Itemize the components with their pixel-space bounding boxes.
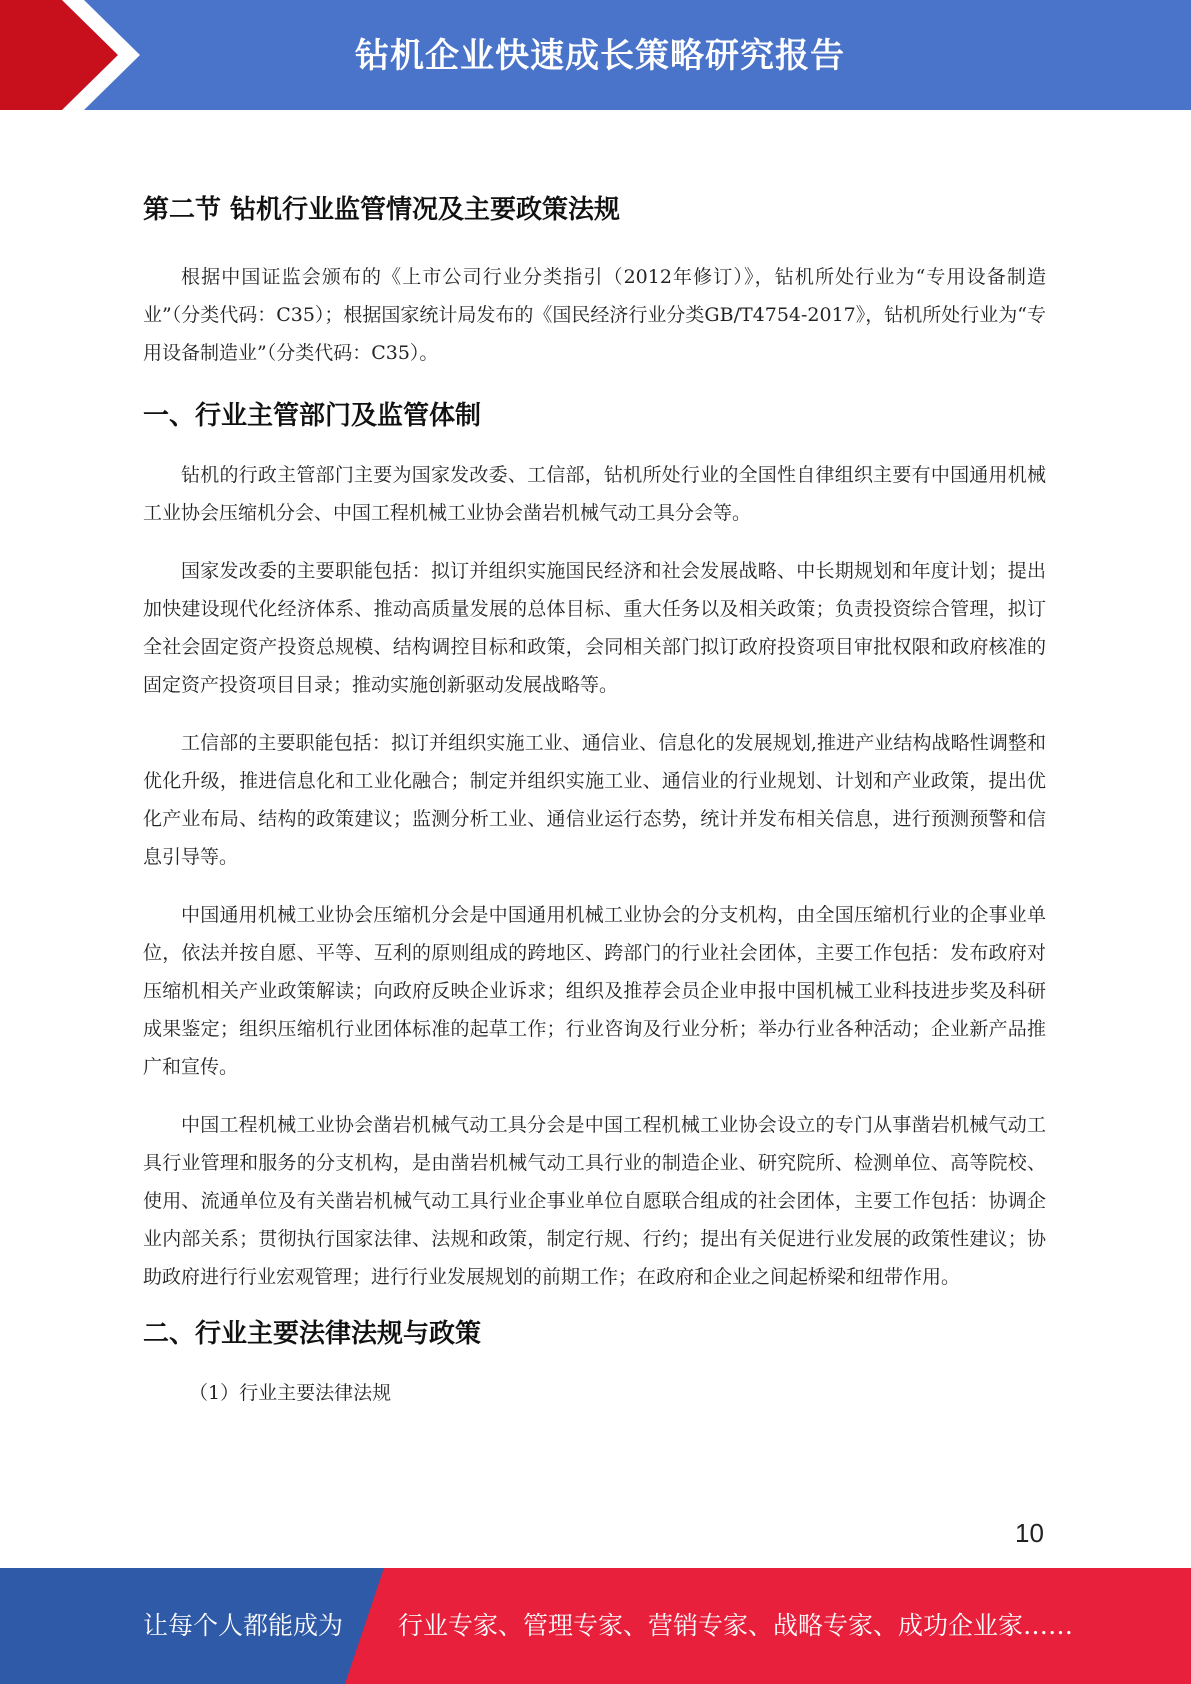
footer-slogan-right: 行业专家、管理专家、营销专家、战略专家、成功企业家…… — [398, 1611, 1074, 1640]
intro-paragraph: 根据中国证监会颁布的《上市公司行业分类指引（2012年修订）》，钻机所处行业为“专用设备制造业”（分类代码：C35）；根据国家统计局发布的《国民经济行业分类GB/T4754-2017》，钻机所处行业为“专用设备制造业”（分类代码：C35）。 — [143, 266, 1046, 364]
paragraph: 工信部的主要职能包括：拟订并组织实施工业、通信业、信息化的发展规划,推进产业结构战略性调整和优化升级，推进信息化和工业化融合；制定并组织实施工业、通信业的行业规划、计划和产业政策，提出优化产业布局、结构的政策建议；监测分析工业、通信业运行态势，统计并发布相关信息，进行预测预警和信息引导等。 — [143, 732, 1046, 868]
header-bar — [0, 0, 1191, 110]
section-title: 第二节 钻机行业监管情况及主要政策法规 — [143, 195, 621, 225]
paragraph: 国家发改委的主要职能包括：拟订并组织实施国民经济和社会发展战略、中长期规划和年度计划；提出加快建设现代化经济体系、推动高质量发展的总体目标、重大任务以及相关政策；负责投资综合管理，拟订全社会固定资产投资总规模、结构调控目标和政策，会同相关部门拟订政府投资项目审批权限和政府核准的固定资产投资项目目录；推动实施创新驱动发展战略等。 — [143, 560, 1046, 696]
footer-bar — [0, 1568, 1191, 1684]
report-title: 钻机企业快速成长策略研究报告 — [355, 36, 845, 76]
paragraph: 中国工程机械工业协会凿岩机械气动工具分会是中国工程机械工业协会设立的专门从事凿岩机械气动工具行业管理和服务的分支机构，是由凿岩机械气动工具行业的制造企业、研究院所、检测单位、高等院校、使用、流通单位及有关凿岩机械气动工具行业企事业单位自愿联合组成的社会团体，主要工作包括：协调企业内部关系；贯彻执行国家法律、法规和政策，制定行规、行约；提出有关促进行业发展的政策性建议；协助政府进行行业宏观管理；进行行业发展规划的前期工作；在政府和企业之间起桥梁和纽带作用。 — [143, 1114, 1046, 1288]
paragraph: 中国通用机械工业协会压缩机分会是中国通用机械工业协会的分支机构，由全国压缩机行业的企事业单位，依法并按自愿、平等、互利的原则组成的跨地区、跨部门的行业社会团体，主要工作包括：发布政府对压缩机相关产业政策解读；向政府反映企业诉求；组织及推荐会员企业申报中国机械工业科技进步奖及科研成果鉴定；组织压缩机行业团体标准的起草工作；行业咨询及行业分析；举办行业各种活动；企业新产品推广和宣传。 — [143, 904, 1046, 1078]
subitem-laws: （1）行业主要法律法规 — [189, 1382, 392, 1404]
document-body — [143, 190, 1046, 1412]
part1-heading: 一、行业主管部门及监管体制 — [143, 401, 482, 431]
page-number: 10 — [1015, 1518, 1044, 1548]
footer-slogan-left: 让每个人都能成为 — [143, 1611, 344, 1640]
header-arrow-decoration — [0, 0, 160, 110]
paragraph: 钻机的行政主管部门主要为国家发改委、工信部，钻机所处行业的全国性自律组织主要有中国通用机械工业协会压缩机分会、中国工程机械工业协会凿岩机械气动工具分会等。 — [143, 464, 1046, 524]
part2-heading: 二、行业主要法律法规与政策 — [143, 1319, 482, 1349]
